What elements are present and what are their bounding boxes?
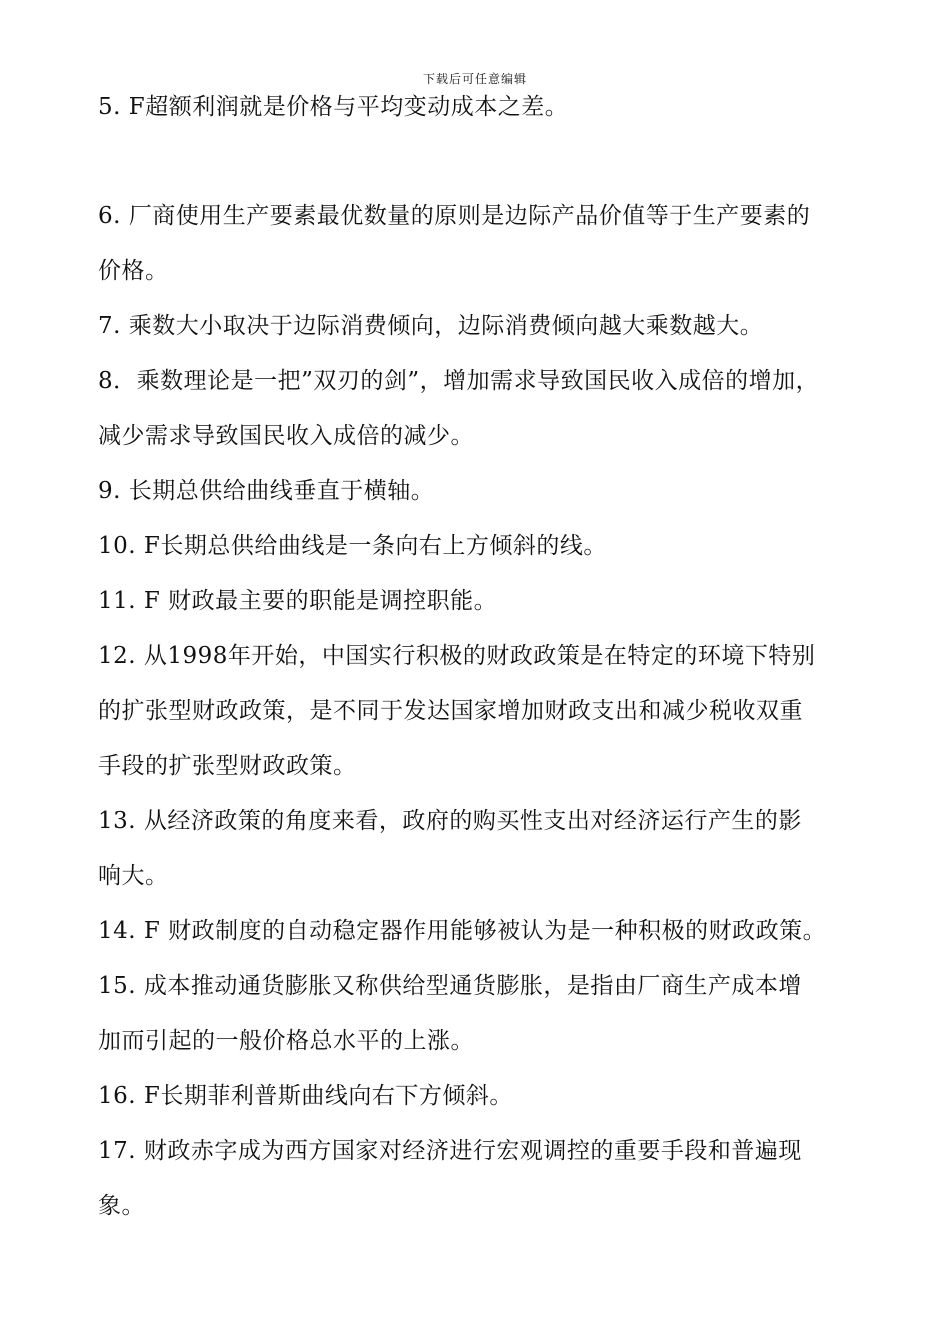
page-header: 下载后可任意编辑 — [422, 72, 527, 86]
list-item-11: 11. F 财政最主要的职能是调控职能。 — [98, 588, 498, 614]
list-item-9: 9. 长期总供给曲线垂直于横轴。 — [98, 478, 435, 504]
list-item-10: 10. F长期总供给曲线是一条向右上方倾斜的线。 — [98, 533, 607, 559]
list-item-15: 15. 成本推动通货膨胀又称供给型通货膨胀，是指由厂商生产成本增 — [98, 973, 802, 999]
list-item-8: 8．乘数理论是一把”双刃的剑”，增加需求导致国民收入成倍的增加， — [98, 368, 820, 394]
list-item-12-cont-2: 手段的扩张型财政政策。 — [98, 753, 357, 779]
list-item-12-cont-1: 的扩张型财政政策，是不同于发达国家增加财政支出和减少税收双重 — [98, 698, 803, 724]
list-item-13-cont: 响大。 — [98, 863, 169, 889]
list-item-6: 6. 厂商使用生产要素最优数量的原则是边际产品价值等于生产要素的 — [98, 203, 811, 229]
list-item-6-cont: 价格。 — [98, 258, 169, 284]
list-item-12: 12. 从1998年开始，中国实行积极的财政政策是在特定的环境下特别 — [98, 643, 816, 669]
list-item-14: 14. F 财政制度的自动稳定器作用能够被认为是一种积极的财政政策。 — [98, 918, 827, 944]
list-item-13: 13. 从经济政策的角度来看，政府的购买性支出对经济运行产生的影 — [98, 808, 802, 834]
list-item-15-cont: 加而引起的一般价格总水平的上涨。 — [98, 1028, 474, 1054]
list-item-5: 5. F超额利润就是价格与平均变动成本之差。 — [98, 94, 569, 120]
list-item-17: 17. 财政赤字成为西方国家对经济进行宏观调控的重要手段和普遍现 — [98, 1138, 802, 1164]
list-item-8-cont: 减少需求导致国民收入成倍的减少。 — [98, 423, 474, 449]
list-item-16: 16. F长期菲利普斯曲线向右下方倾斜。 — [98, 1083, 513, 1109]
list-item-17-cont: 象。 — [98, 1193, 145, 1219]
list-item-7: 7. 乘数大小取决于边际消费倾向，边际消费倾向越大乘数越大。 — [98, 313, 764, 339]
